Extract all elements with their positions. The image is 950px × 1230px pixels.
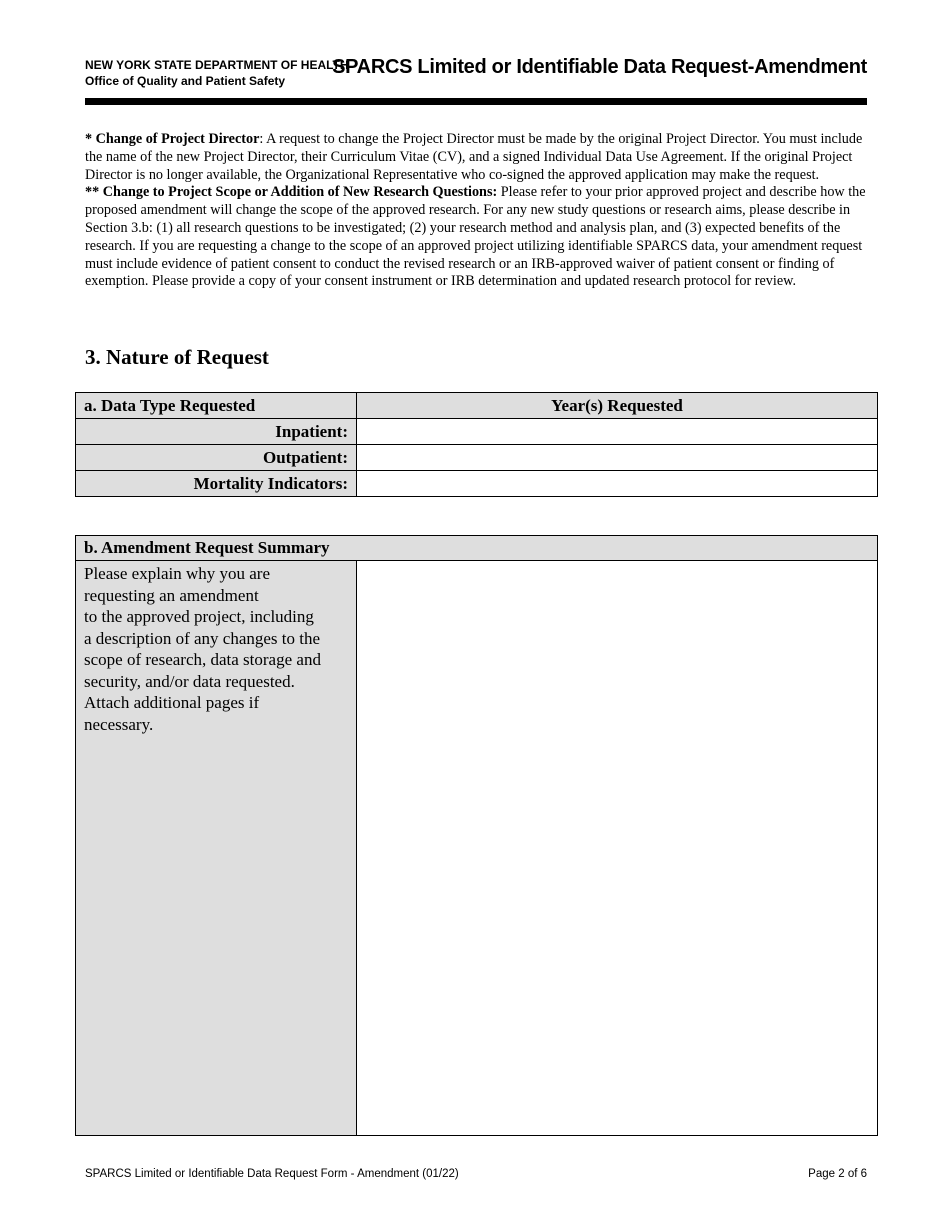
table-row: [76, 471, 878, 497]
change-scope-text: Please refer to your prior approved project and describe how the proposed amendment will change the scope of the approved research. For any new study questions or research aims, please describe in Section 3.b: (1) all research questions to be investigated; (2) your research method and analysis plan, and (3) expected benefits of the research. If you are requesting a change to the scope of an approved project utilizing identifiable SPARCS data, your amendment request must include evidence of patient consent to conduct the revised research or an IRB-approved waiver of patient consent or finding of exemption. Please provide a copy of your consent instrument or IRB determination and updated research protocol for review.: [85, 184, 866, 290]
outpatient-label: Outpatient:: [76, 445, 357, 471]
department-name: NEW YORK STATE DEPARTMENT OF HEALTH: [85, 58, 349, 72]
amendment-summary-table: [75, 535, 878, 1136]
instruction-line: requesting an amendment: [84, 585, 259, 605]
instruction-line: security, and/or data requested.: [84, 671, 295, 691]
intro-text: [85, 131, 867, 291]
inpatient-years-field[interactable]: [357, 419, 878, 445]
change-scope-heading: ** Change to Project Scope or Addition of New Research Questions:: [85, 184, 498, 201]
outpatient-years-field[interactable]: [357, 445, 878, 471]
amendment-instructions-cell: [76, 561, 357, 1136]
change-director-paragraph: [85, 131, 867, 184]
section-title: 3. Nature of Request: [85, 345, 269, 369]
header-rule: [85, 98, 867, 105]
header-left: [85, 57, 349, 89]
change-director-text: : A request to change the Project Director must be made by the original Project Director. You must include the name of the new Project Director, their Curriculum Vitae (CV), and a signed Individual Data Use Agreement. If the original Project Director is no longer available, the Organizational Representative who co-signed the approved application may make the request.: [85, 131, 863, 183]
form-title: SPARCS Limited or Identifiable Data Request-Amendment: [332, 56, 867, 78]
office-name: Office of Quality and Patient Safety: [85, 74, 286, 88]
instruction-line: Attach additional pages if: [84, 693, 260, 712]
data-type-header-row: [76, 393, 878, 419]
table-row: [76, 419, 878, 445]
amendment-instructions: [84, 561, 348, 735]
amendment-header: b. Amendment Request Summary: [76, 536, 878, 561]
mortality-years-field[interactable]: [357, 471, 878, 497]
amendment-body-row: [76, 561, 878, 1136]
instruction-line: Please explain why you are: [84, 564, 270, 583]
instruction-line: to the approved project, including: [84, 607, 314, 626]
amendment-response-field[interactable]: [357, 561, 878, 1136]
footer-page-number: Page 2 of 6: [808, 1168, 867, 1180]
instruction-line: necessary.: [84, 714, 154, 734]
data-type-table: [75, 392, 878, 497]
amendment-header-row: [76, 536, 878, 561]
instruction-line: scope of research, data storage and: [84, 650, 321, 669]
change-scope-paragraph: [85, 184, 867, 291]
inpatient-label: Inpatient:: [76, 419, 357, 445]
footer-form-name: SPARCS Limited or Identifiable Data Request Form - Amendment (01/22): [85, 1168, 459, 1180]
years-header: Year(s) Requested: [357, 393, 878, 419]
instruction-line: a description of any changes to the: [84, 628, 321, 648]
table-row: [76, 445, 878, 471]
change-director-heading: * Change of Project Director: [85, 131, 260, 147]
mortality-label: Mortality Indicators:: [76, 471, 357, 497]
data-type-header: a. Data Type Requested: [76, 393, 357, 419]
